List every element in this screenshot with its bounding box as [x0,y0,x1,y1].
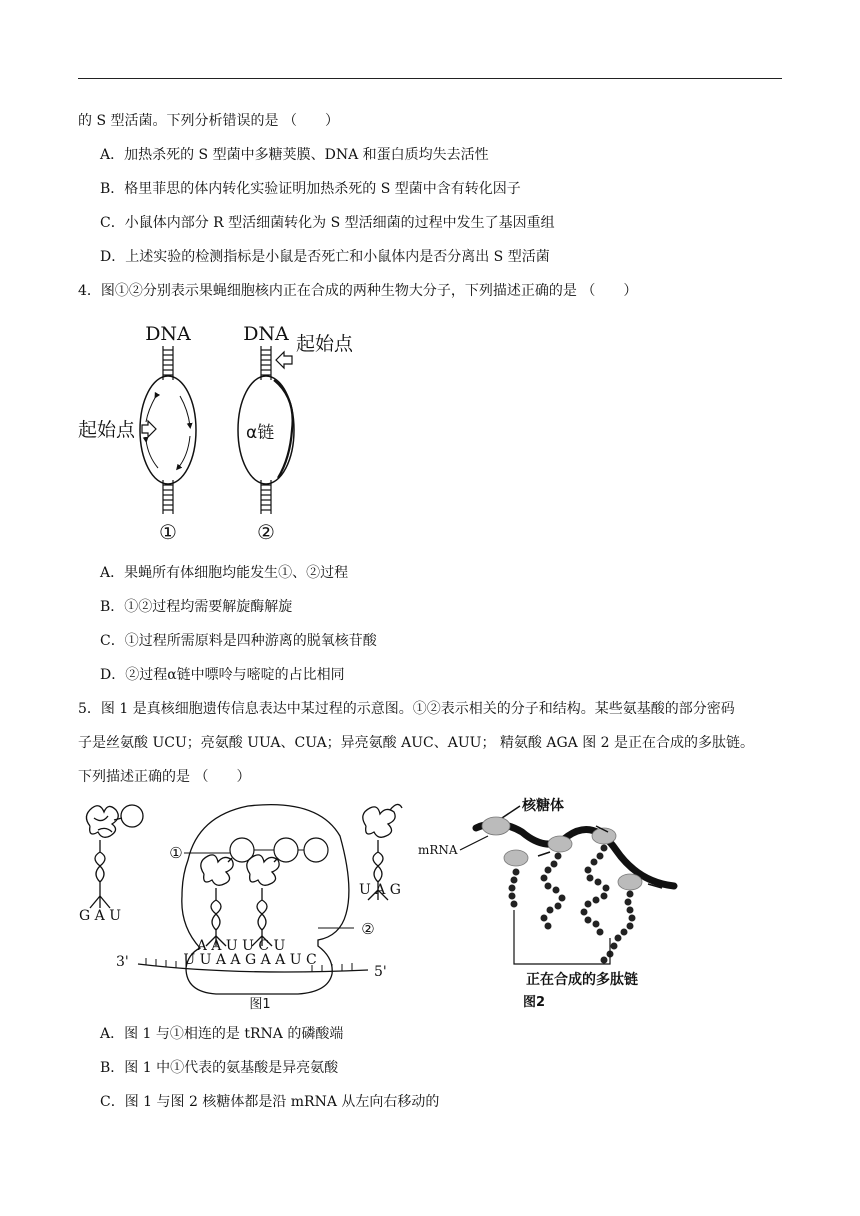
q5-stem-line3: 下列描述正确的是 （ ） [78,769,251,785]
polypeptide-chains [509,845,636,964]
header-rule [78,78,782,79]
mrna-sequence: U U A A G A A U C [183,952,317,968]
figure1-caption: 图1 [249,997,271,1012]
q4-option-a: A．果蝇所有体细胞均能发生①、②过程 [100,565,349,581]
anticodons-middle: A A U U C U [196,938,286,954]
replication-arrow-lower-left [146,440,158,468]
q5-option-a: A．图 1 与①相连的是 tRNA 的磷酸端 [100,1026,344,1042]
alpha-chain-label: α链 [246,423,275,443]
peptide-bracket [514,910,610,964]
replication-bubble [140,376,196,484]
anticodon-left: G A U [79,908,121,924]
q5-stem-line1: 5．图 1 是真核细胞遗传信息表达中某过程的示意图。①②表示相关的分子和结构。某些氨基酸的部分密码 [78,701,735,717]
trna-middle-1 [201,855,233,946]
circle1-label: ① [169,844,183,862]
dna-left-label: DNA [145,323,191,345]
ribosome-label: 核糖体 [522,798,564,814]
q5-stem-line2: 子是丝氨酸 UCU；亮氨酸 UUA、CUA；异亮氨酸 AUC、AUU； 精氨酸 AGA 图 2 是正在合成的多肽链。 [78,735,755,751]
peptide-label: 正在合成的多肽链 [526,972,638,988]
amino-acid-circle-3 [304,838,328,862]
q3-option-b: B．格里菲思的体内转化实验证明加热杀死的 S 型菌中含有转化因子 [100,181,521,197]
origin-left-label: 起始点 [78,419,136,441]
q5-figure1-translation [78,796,418,1016]
q4-stem: 4．图①②分别表示果蝇细胞核内正在合成的两种生物大分子，下列描述正确的是 （ ） [78,283,638,299]
mrna-end-5: 5' [374,964,387,980]
mrna-end-3: 3' [116,954,129,970]
q5-option-b: B．图 1 中①代表的氨基酸是异亮氨酸 [100,1060,339,1076]
figure2-caption: 图2 [522,995,546,1010]
dna-right-label: DNA [243,323,289,345]
dna-left-top-ladder [163,346,173,380]
circle2-label: ② [361,920,375,938]
alpha-chain [274,380,293,478]
origin-left-arrow [142,421,156,437]
q4-figure-dna-replication-transcription [70,318,380,548]
dna-right-bottom-ladder [261,480,271,514]
dna-left-bottom-ladder [163,480,173,514]
dna-right-top-ladder [261,346,271,380]
trna-left [86,805,143,908]
num1-label: ① [159,520,177,544]
origin-right-label: 起始点 [296,333,354,355]
q5-option-c: C．图 1 与图 2 核糖体都是沿 mRNA 从左向右移动的 [100,1094,440,1110]
q3-stem-continuation: 的 S 型活菌。下列分析错误的是 （ ） [78,113,339,129]
num2-label: ② [257,520,275,544]
mrna-label: mRNA [418,843,458,857]
q5-figure2-polysome [418,792,688,1014]
q4-option-d: D．②过程α链中嘌呤与嘧啶的占比相同 [100,667,345,683]
q4-option-b: B．①②过程均需要解旋酶解旋 [100,599,293,615]
anticodon-right: U A G [359,882,401,898]
q4-option-c: C．①过程所需原料是四种游离的脱氧核苷酸 [100,633,377,649]
origin-right-arrow [276,352,292,368]
q3-option-c: C．小鼠体内部分 R 型活细菌转化为 S 型活细菌的过程中发生了基因重组 [100,215,555,231]
direction-arrow-1 [538,852,550,856]
trna-middle-2 [247,855,279,946]
q3-option-a: A．加热杀死的 S 型菌中多糖荚膜、DNA 和蛋白质均失去活性 [100,147,489,163]
q3-option-d: D．上述实验的检测指标是小鼠是否死亡和小鼠体内是否分离出 S 型活菌 [100,249,550,265]
